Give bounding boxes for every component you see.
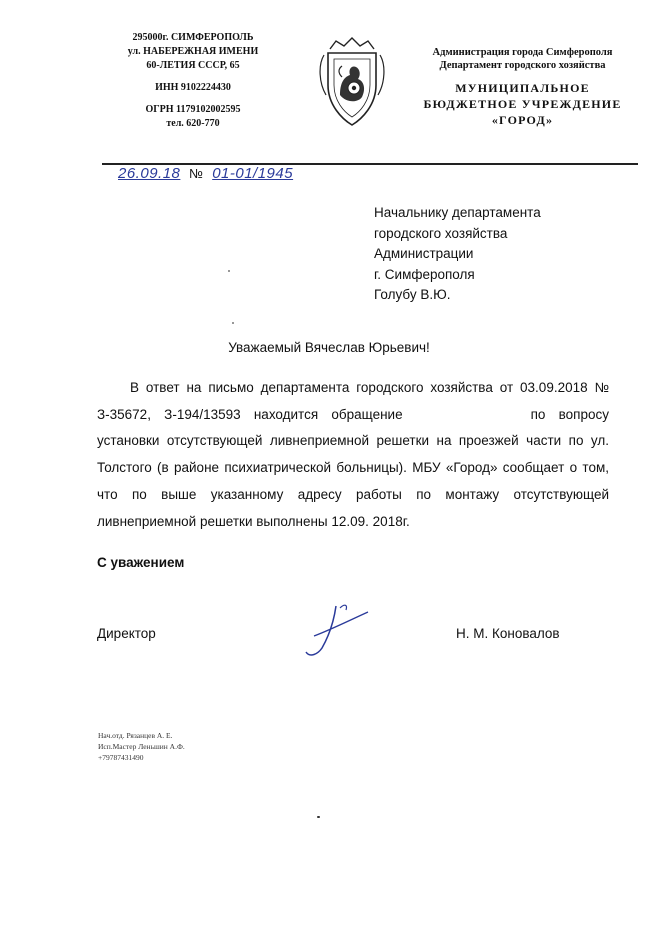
registration-date: 26.09.18 <box>118 165 181 182</box>
sender-block <box>108 31 278 131</box>
institution-line: МУНИЦИПАЛЬНОЕ <box>455 81 590 95</box>
organization-line: Департамент городского хозяйства <box>439 60 606 71</box>
registration-number-label: № <box>189 166 204 181</box>
greeting: Уважаемый Вячеслав Юрьевич! <box>228 340 430 355</box>
addressee-line: Голубу В.Ю. <box>374 287 451 302</box>
sender-ogrn: ОГРН 1179102002595 <box>145 104 241 115</box>
sender-inn: ИНН 9102224430 <box>155 82 231 93</box>
scan-speck <box>317 816 320 818</box>
executor-line: Нач.отд. Рязанцев А. Е. <box>98 731 173 740</box>
signatory-position: Директор <box>97 626 156 641</box>
sender-address-line: 60-ЛЕТИЯ СССР, 65 <box>146 60 240 71</box>
institution-line: «ГОРОД» <box>491 113 554 127</box>
sender-phone: тел. 620-770 <box>166 118 220 129</box>
body-text-part2: по вопросу установки отсутствующей ливнеприемной решетки на проезжей части по ул. Толстого (в районе психиатрической больницы). МБУ «Город» сообщает о том, что по выше указанному адресу работы по монтажу отсутствующей ливнеприемной решетки выполнены 12.09. 2018г. <box>97 406 609 529</box>
registration-line <box>118 165 293 182</box>
letter-body <box>97 375 609 535</box>
organization-line: Администрация города Симферополя <box>432 47 613 58</box>
registration-number: 01-01/1945 <box>212 165 294 182</box>
body-paragraph <box>97 375 609 535</box>
addressee-block <box>374 203 541 306</box>
sender-address-line: ул. НАБЕРЕЖНАЯ ИМЕНИ <box>127 46 259 57</box>
closing: С уважением <box>97 555 185 570</box>
addressee-line: г. Симферополя <box>374 266 475 282</box>
executor-block <box>98 730 185 763</box>
body-text-part1: В ответ на письмо департамента городского хозяйства от 03.09.2018 № З-35672, З-194/13593 находится обращение <box>97 380 609 422</box>
signatory-name: Н. М. Коновалов <box>456 626 560 641</box>
sender-address-line: 295000г. СИМФЕРОПОЛЬ <box>132 32 254 43</box>
signature-image <box>300 600 380 662</box>
addressee-line: городского хозяйства <box>374 225 508 241</box>
institution-line: БЮДЖЕТНОЕ УЧРЕЖДЕНИЕ <box>423 97 622 111</box>
institution-name <box>410 80 635 128</box>
executor-phone: +79787431490 <box>98 753 144 762</box>
scan-speck <box>228 270 230 272</box>
scan-speck <box>232 322 234 324</box>
executor-line: Исп.Мастер Леньшин А.Ф. <box>98 742 185 751</box>
addressee-line: Начальнику департамента <box>374 205 541 220</box>
organization-block <box>410 46 635 128</box>
coat-of-arms-emblem <box>316 33 388 133</box>
addressee-line: Администрации <box>374 246 474 261</box>
